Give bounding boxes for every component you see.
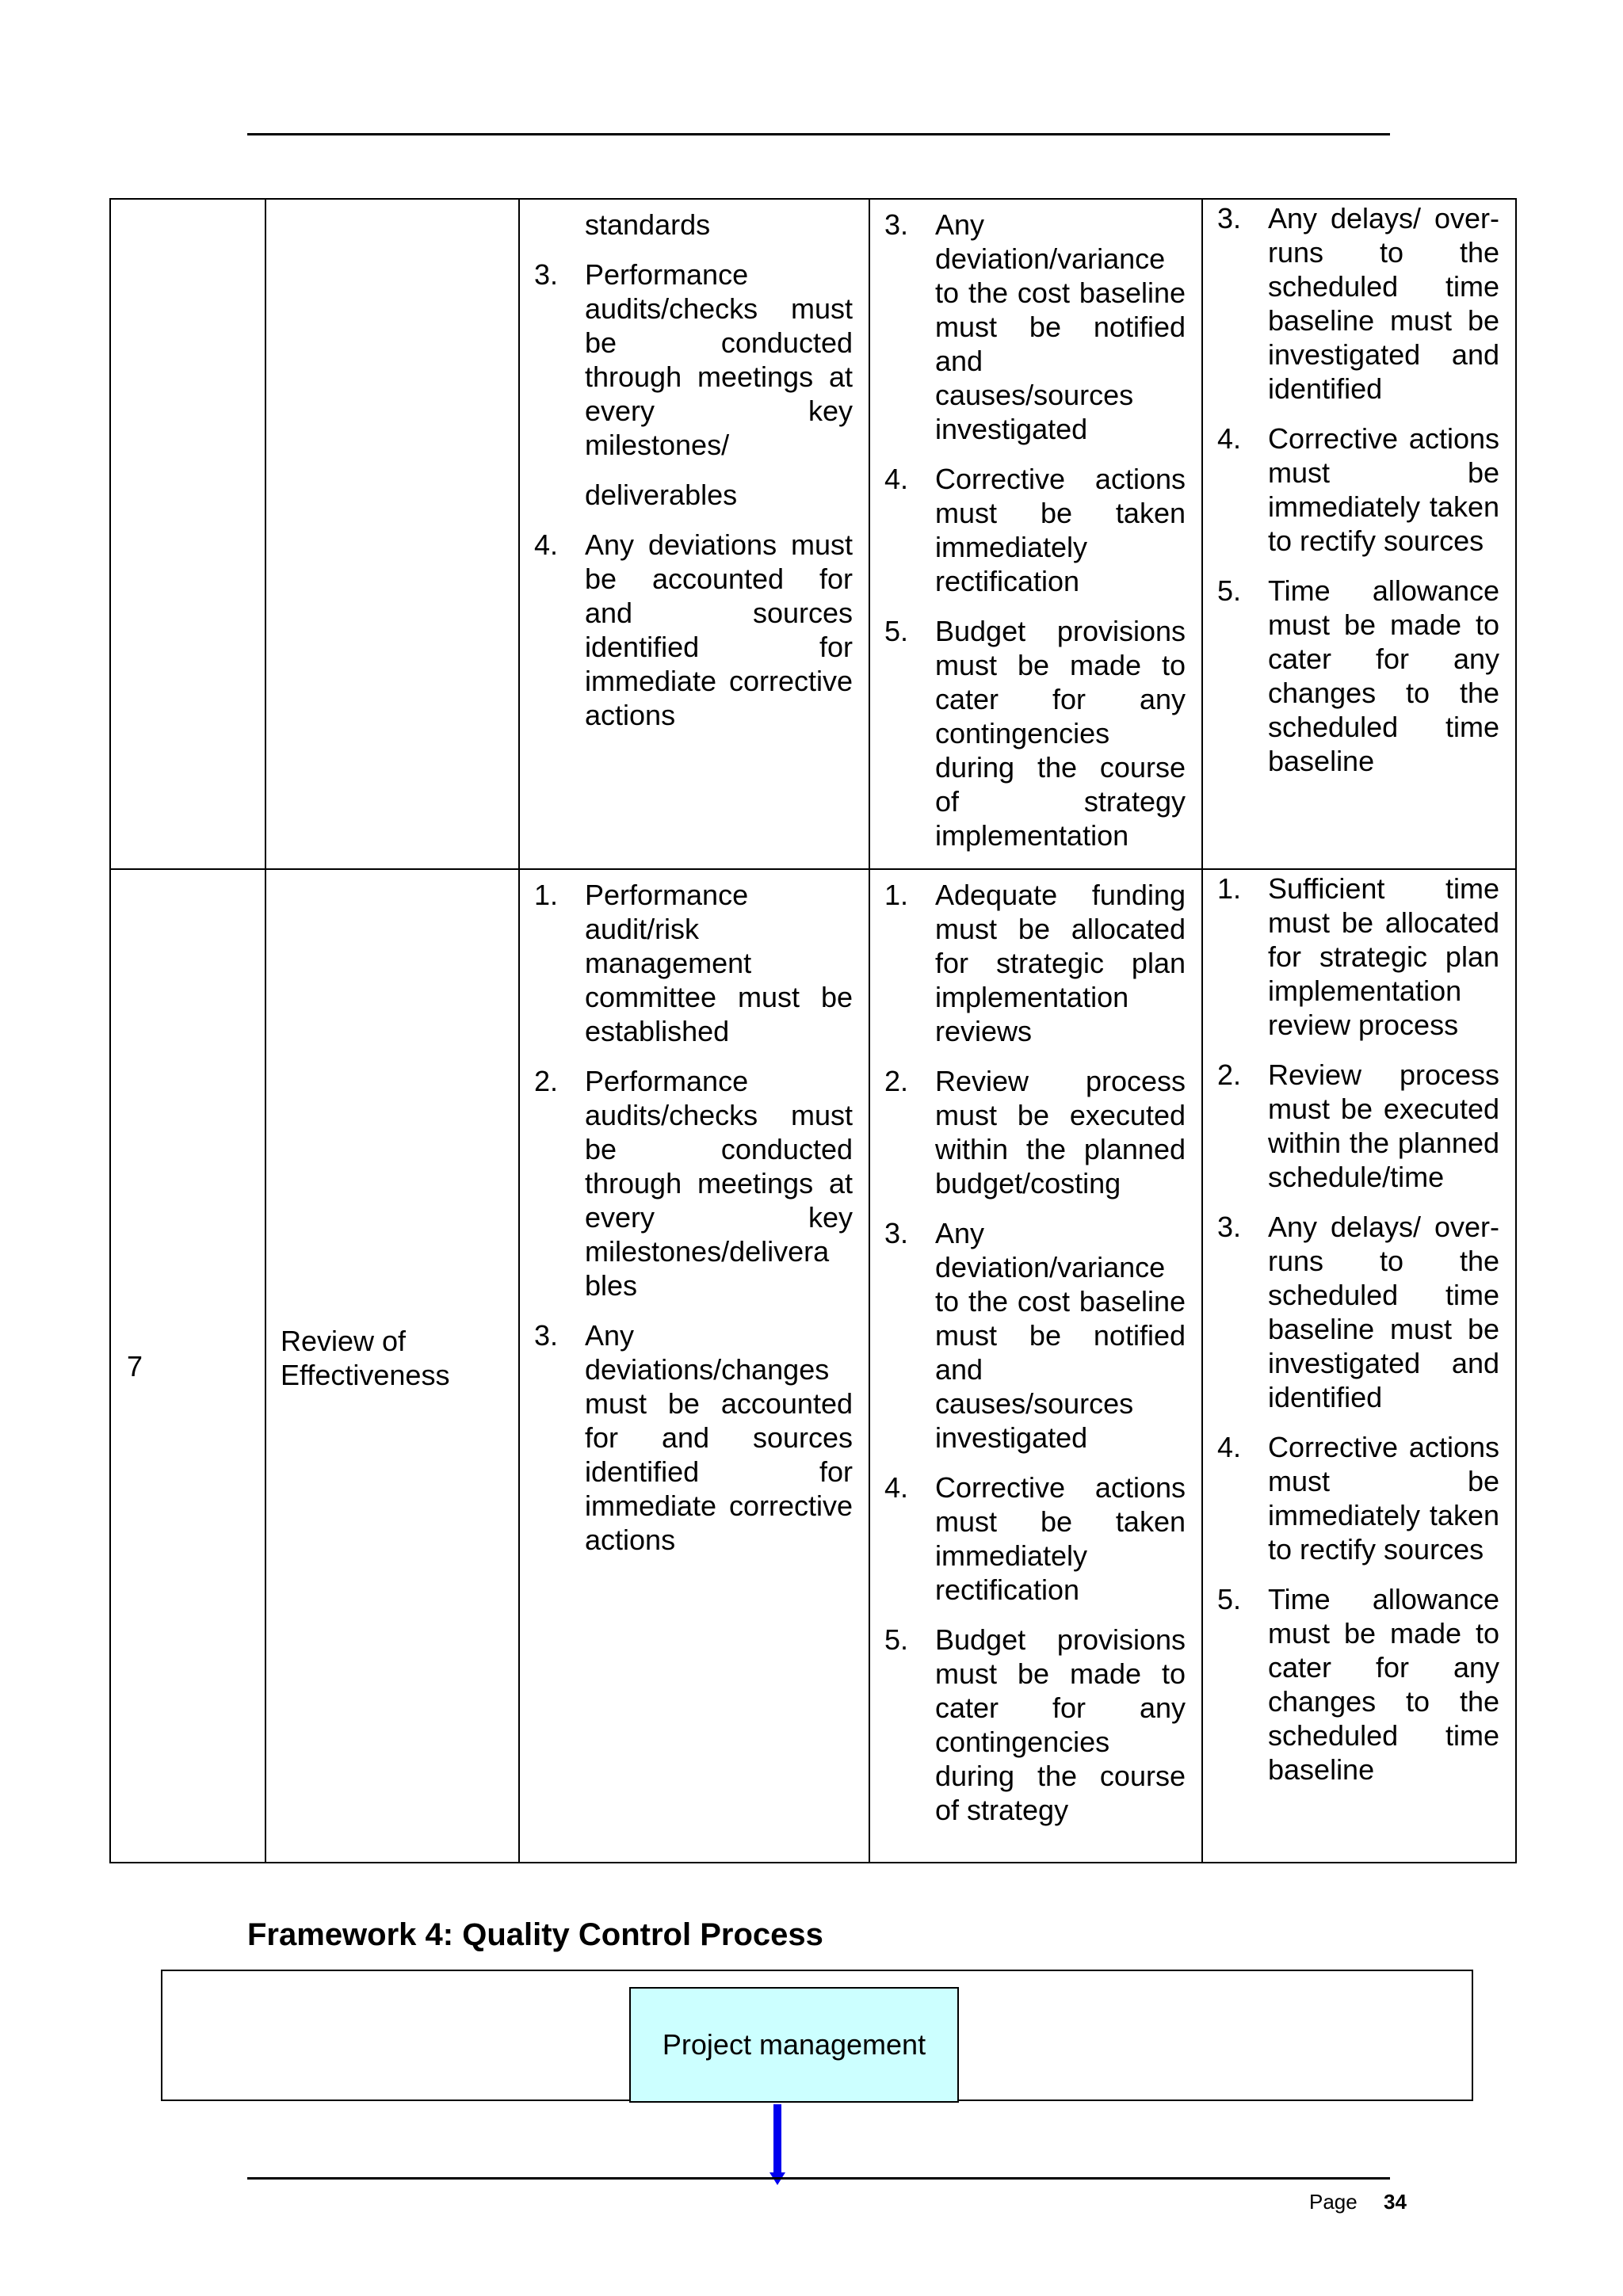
row-name-line2: Effectiveness — [281, 1359, 450, 1391]
list-item-text: Any deviations/changes must be accounted for and sources identified for immediate corrective actions — [585, 1319, 853, 1556]
list-item-text: Any delays/ over-runs to the scheduled time baseline must be investigated and identified — [1268, 202, 1499, 405]
header-rule — [247, 133, 1390, 135]
list-item-text: Performance audit/risk management committee must be established — [585, 879, 853, 1047]
list-item — [534, 257, 853, 462]
list-item-continuation: standards — [585, 208, 711, 241]
list-item-text: deliverables — [585, 479, 738, 511]
list-item — [884, 878, 1186, 1048]
list-item-text: Corrective actions must be immediately taken to rectify sources — [1268, 422, 1499, 557]
list-item-text: Corrective actions must be taken immediately rectification — [935, 463, 1186, 597]
list-item-number: 3. — [884, 1217, 909, 1249]
list-item — [534, 878, 853, 1048]
list-item-text: Time allowance must be made to cater for any changes to the scheduled time baseline — [1268, 574, 1499, 777]
list-item-number: 4. — [1217, 1431, 1242, 1463]
list-item-text: Budget provisions must be made to cater for any contingencies during the course of strategy implementation — [935, 615, 1186, 852]
list-item — [1217, 1582, 1499, 1787]
project-management-label: Project management — [662, 2028, 926, 2061]
list-item-number: 5. — [884, 615, 909, 647]
list-item-number: 2. — [534, 1065, 559, 1097]
list-item-number: 4. — [1217, 422, 1242, 455]
list-item-text: Review process must be executed within the planned budget/costing — [935, 1065, 1186, 1199]
cell-col3 — [519, 869, 869, 1863]
list-item — [884, 1623, 1186, 1827]
list-item-text: Corrective actions must be taken immediately rectification — [935, 1471, 1186, 1606]
list-item-number — [534, 478, 585, 512]
list-item-text: Any deviation/variance to the cost baseline must be notified and causes/sources investigated — [935, 1217, 1186, 1454]
list-item-number: 3. — [884, 208, 909, 241]
list-item-text: Time allowance must be made to cater for any changes to the scheduled time baseline — [1268, 1583, 1499, 1786]
cell-name-empty — [265, 199, 519, 869]
list-item — [534, 1064, 853, 1302]
cell-col5 — [1202, 869, 1516, 1863]
list-item-number: 3. — [1217, 202, 1242, 235]
row-name — [265, 869, 519, 1863]
list-item-text: Any deviation/variance to the cost baseline must be notified and causes/sources investigated — [935, 208, 1186, 445]
page-number: 34 — [1384, 2190, 1407, 2214]
list-item — [884, 208, 1186, 446]
list-item-text: Any delays/ over-runs to the scheduled time baseline must be investigated and identified — [1268, 1211, 1499, 1413]
table-row-continued — [110, 199, 1516, 869]
list-item-number: 3. — [534, 1319, 559, 1352]
list-item — [534, 478, 853, 512]
list-item-number: 1. — [534, 879, 559, 911]
list-item-text: Review process must be executed within the planned schedule/time — [1268, 1058, 1499, 1193]
list-item-text: Performance audits/checks must be conducted through meetings at every key milestones/ — [585, 258, 853, 461]
list-item — [1217, 201, 1499, 406]
framework-title: Framework 4: Quality Control Process — [247, 1917, 823, 1952]
row-number: 7 — [110, 869, 265, 1863]
list-item-text: Performance audits/checks must be conducted through meetings at every key milestones/delivera bles — [585, 1065, 853, 1302]
list-item — [884, 1064, 1186, 1200]
list-item — [534, 1318, 853, 1557]
list-item — [884, 614, 1186, 852]
list-item — [884, 1470, 1186, 1607]
list-item-number: 2. — [884, 1065, 909, 1097]
list-item — [884, 1216, 1186, 1455]
list-item — [1217, 871, 1499, 1042]
list-item — [1217, 1430, 1499, 1566]
list-item-text: Budget provisions must be made to cater for any contingencies during the course of strategy — [935, 1623, 1186, 1826]
strategy-table — [109, 198, 1517, 1863]
list-item-number: 4. — [884, 463, 909, 495]
list-item — [1217, 1058, 1499, 1194]
list-item-number: 4. — [884, 1471, 909, 1504]
table-row-7 — [110, 869, 1516, 1863]
list-item-text: Corrective actions must be immediately taken to rectify sources — [1268, 1431, 1499, 1566]
project-management-box — [629, 1987, 959, 2103]
row-name-line1: Review of — [281, 1325, 407, 1357]
cell-col5 — [1202, 199, 1516, 869]
footer-rule — [247, 2177, 1390, 2180]
list-item-number: 3. — [534, 258, 559, 291]
list-item-number: 3. — [1217, 1211, 1242, 1243]
list-item — [1217, 1210, 1499, 1414]
list-item-text: Any deviations must be accounted for and sources identified for immediate corrective actions — [585, 528, 853, 731]
list-item-number: 4. — [534, 528, 559, 561]
cell-number-empty — [110, 199, 265, 869]
cell-col3 — [519, 199, 869, 869]
list-item-number: 1. — [1217, 872, 1242, 905]
list-item — [1217, 421, 1499, 558]
list-item-number: 5. — [1217, 1583, 1242, 1615]
down-arrow-line — [773, 2104, 781, 2174]
list-item-number: 1. — [884, 879, 909, 911]
list-item-text: Adequate funding must be allocated for strategic plan implementation reviews — [935, 879, 1186, 1047]
page-label: Page — [1309, 2190, 1358, 2214]
list-item-number: 2. — [1217, 1058, 1242, 1091]
list-item-text: Sufficient time must be allocated for strategic plan implementation review process — [1268, 872, 1499, 1041]
cell-col4 — [869, 199, 1202, 869]
list-item — [884, 462, 1186, 598]
list-item-number: 5. — [884, 1623, 909, 1656]
cell-col4 — [869, 869, 1202, 1863]
list-item — [1217, 574, 1499, 778]
list-item-number: 5. — [1217, 574, 1242, 607]
list-item — [534, 528, 853, 732]
